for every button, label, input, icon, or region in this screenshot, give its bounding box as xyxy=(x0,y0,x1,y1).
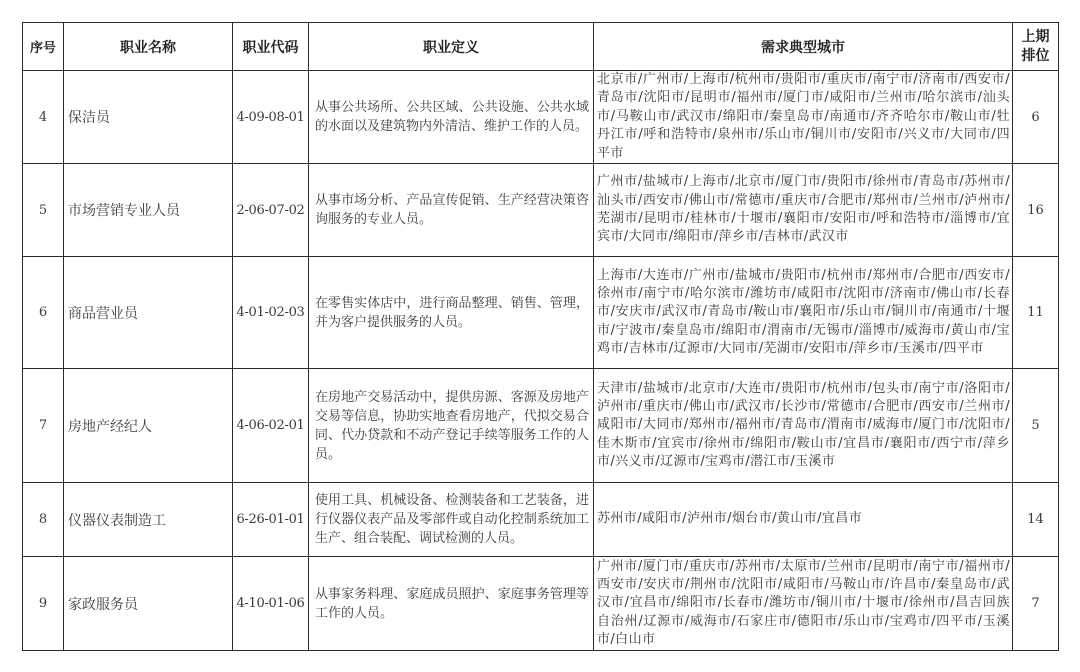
prev-rank: 7 xyxy=(1013,557,1059,651)
occupation-code: 2-06-07-02 xyxy=(233,164,309,257)
header-code: 职业代码 xyxy=(233,23,309,71)
header-definition: 职业定义 xyxy=(309,23,594,71)
occupation-definition: 使用工具、机械设备、检测装备和工艺装备，进行仪器仪表产品及零部件或自动化控制系统加工生产、组合装配、调试检测的人员。 xyxy=(309,483,594,557)
occupation-name: 房地产经纪人 xyxy=(64,369,233,483)
header-cities: 需求典型城市 xyxy=(594,23,1013,71)
demand-cities: 北京市/广州市/上海市/杭州市/贵阳市/重庆市/南宁市/济南市/西安市/青岛市/沈阳市/昆明市/福州市/厦门市/咸阳市/兰州市/哈尔滨市/汕头市/马鞍山市/武汉市/绵阳市/秦皇岛市/南通市/齐齐哈尔市/鞍山市/牡丹江市/呼和浩特市/泉州市/乐山市/铜川市/安阳市/兴义市/大同市/四平市 xyxy=(594,71,1013,164)
occupation-name: 保洁员 xyxy=(64,71,233,164)
occupation-name: 商品营业员 xyxy=(64,257,233,369)
demand-cities: 广州市/厦门市/重庆市/苏州市/太原市/兰州市/昆明市/南宁市/福州市/西安市/安庆市/荆州市/沈阳市/咸阳市/马鞍山市/许昌市/秦皇岛市/武汉市/宜昌市/绵阳市/长春市/潍坊市/铜川市/十堰市/徐州市/昌吉回族自治州/辽源市/威海市/石家庄市/德阳市/乐山市/宝鸡市/四平市/玉溪市/白山市 xyxy=(594,557,1013,651)
table-row xyxy=(23,369,1059,483)
occupation-code: 4-09-08-01 xyxy=(233,71,309,164)
demand-cities: 苏州市/咸阳市/泸州市/烟台市/黄山市/宜昌市 xyxy=(594,483,1013,557)
prev-rank: 11 xyxy=(1013,257,1059,369)
header-name: 职业名称 xyxy=(64,23,233,71)
occupation-demand-table xyxy=(22,22,1059,651)
header-prev-rank: 上期排位 xyxy=(1013,23,1059,71)
demand-cities: 天津市/盐城市/北京市/大连市/贵阳市/杭州市/包头市/南宁市/洛阳市/泸州市/重庆市/佛山市/武汉市/长沙市/常德市/合肥市/西安市/兰州市/咸阳市/大同市/郑州市/福州市/青岛市/渭南市/威海市/厦门市/沈阳市/佳木斯市/宜宾市/徐州市/绵阳市/鞍山市/宜昌市/襄阳市/西宁市/萍乡市/兴义市/辽源市/宝鸡市/潜江市/玉溪市 xyxy=(594,369,1013,483)
row-index: 8 xyxy=(23,483,64,557)
occupation-code: 4-06-02-01 xyxy=(233,369,309,483)
prev-rank: 6 xyxy=(1013,71,1059,164)
occupation-name: 家政服务员 xyxy=(64,557,233,651)
prev-rank: 14 xyxy=(1013,483,1059,557)
prev-rank: 5 xyxy=(1013,369,1059,483)
header-index: 序号 xyxy=(23,23,64,71)
row-index: 7 xyxy=(23,369,64,483)
table-row xyxy=(23,257,1059,369)
prev-rank: 16 xyxy=(1013,164,1059,257)
row-index: 6 xyxy=(23,257,64,369)
occupation-definition: 在零售实体店中，进行商品整理、销售、管理，并为客户提供服务的人员。 xyxy=(309,257,594,369)
occupation-definition: 从事公共场所、公共区域、公共设施、公共水域的水面以及建筑物内外清洁、维护工作的人员。 xyxy=(309,71,594,164)
occupation-code: 6-26-01-01 xyxy=(233,483,309,557)
occupation-definition: 从事市场分析、产品宣传促销、生产经营决策咨询服务的专业人员。 xyxy=(309,164,594,257)
occupation-name: 仪器仪表制造工 xyxy=(64,483,233,557)
demand-cities: 上海市/大连市/广州市/盐城市/贵阳市/杭州市/郑州市/合肥市/西安市/徐州市/南宁市/哈尔滨市/潍坊市/咸阳市/沈阳市/济南市/佛山市/长春市/安庆市/武汉市/青岛市/鞍山市/襄阳市/乐山市/铜川市/南通市/十堰市/宁波市/秦皇岛市/绵阳市/渭南市/无锡市/淄博市/威海市/黄山市/宝鸡市/吉林市/辽源市/大同市/芜湖市/安阳市/萍乡市/玉溪市/四平市 xyxy=(594,257,1013,369)
occupation-code: 4-01-02-03 xyxy=(233,257,309,369)
row-index: 9 xyxy=(23,557,64,651)
occupation-definition: 从事家务料理、家庭成员照护、家庭事务管理等工作的人员。 xyxy=(309,557,594,651)
demand-cities: 广州市/盐城市/上海市/北京市/厦门市/贵阳市/徐州市/青岛市/苏州市/汕头市/西安市/佛山市/常德市/重庆市/合肥市/郑州市/兰州市/泸州市/芜湖市/昆明市/桂林市/十堰市/襄阳市/安阳市/呼和浩特市/淄博市/宜宾市/大同市/绵阳市/萍乡市/吉林市/武汉市 xyxy=(594,164,1013,257)
table-row xyxy=(23,557,1059,651)
table-header-row xyxy=(23,23,1059,71)
table-row xyxy=(23,164,1059,257)
occupation-name: 市场营销专业人员 xyxy=(64,164,233,257)
table-row xyxy=(23,483,1059,557)
occupation-code: 4-10-01-06 xyxy=(233,557,309,651)
occupation-definition: 在房地产交易活动中，提供房源、客源及房地产交易等信息，协助实地查看房地产，代拟交易合同、代办贷款和不动产登记手续等服务工作的人员。 xyxy=(309,369,594,483)
table-row xyxy=(23,71,1059,164)
row-index: 4 xyxy=(23,71,64,164)
row-index: 5 xyxy=(23,164,64,257)
